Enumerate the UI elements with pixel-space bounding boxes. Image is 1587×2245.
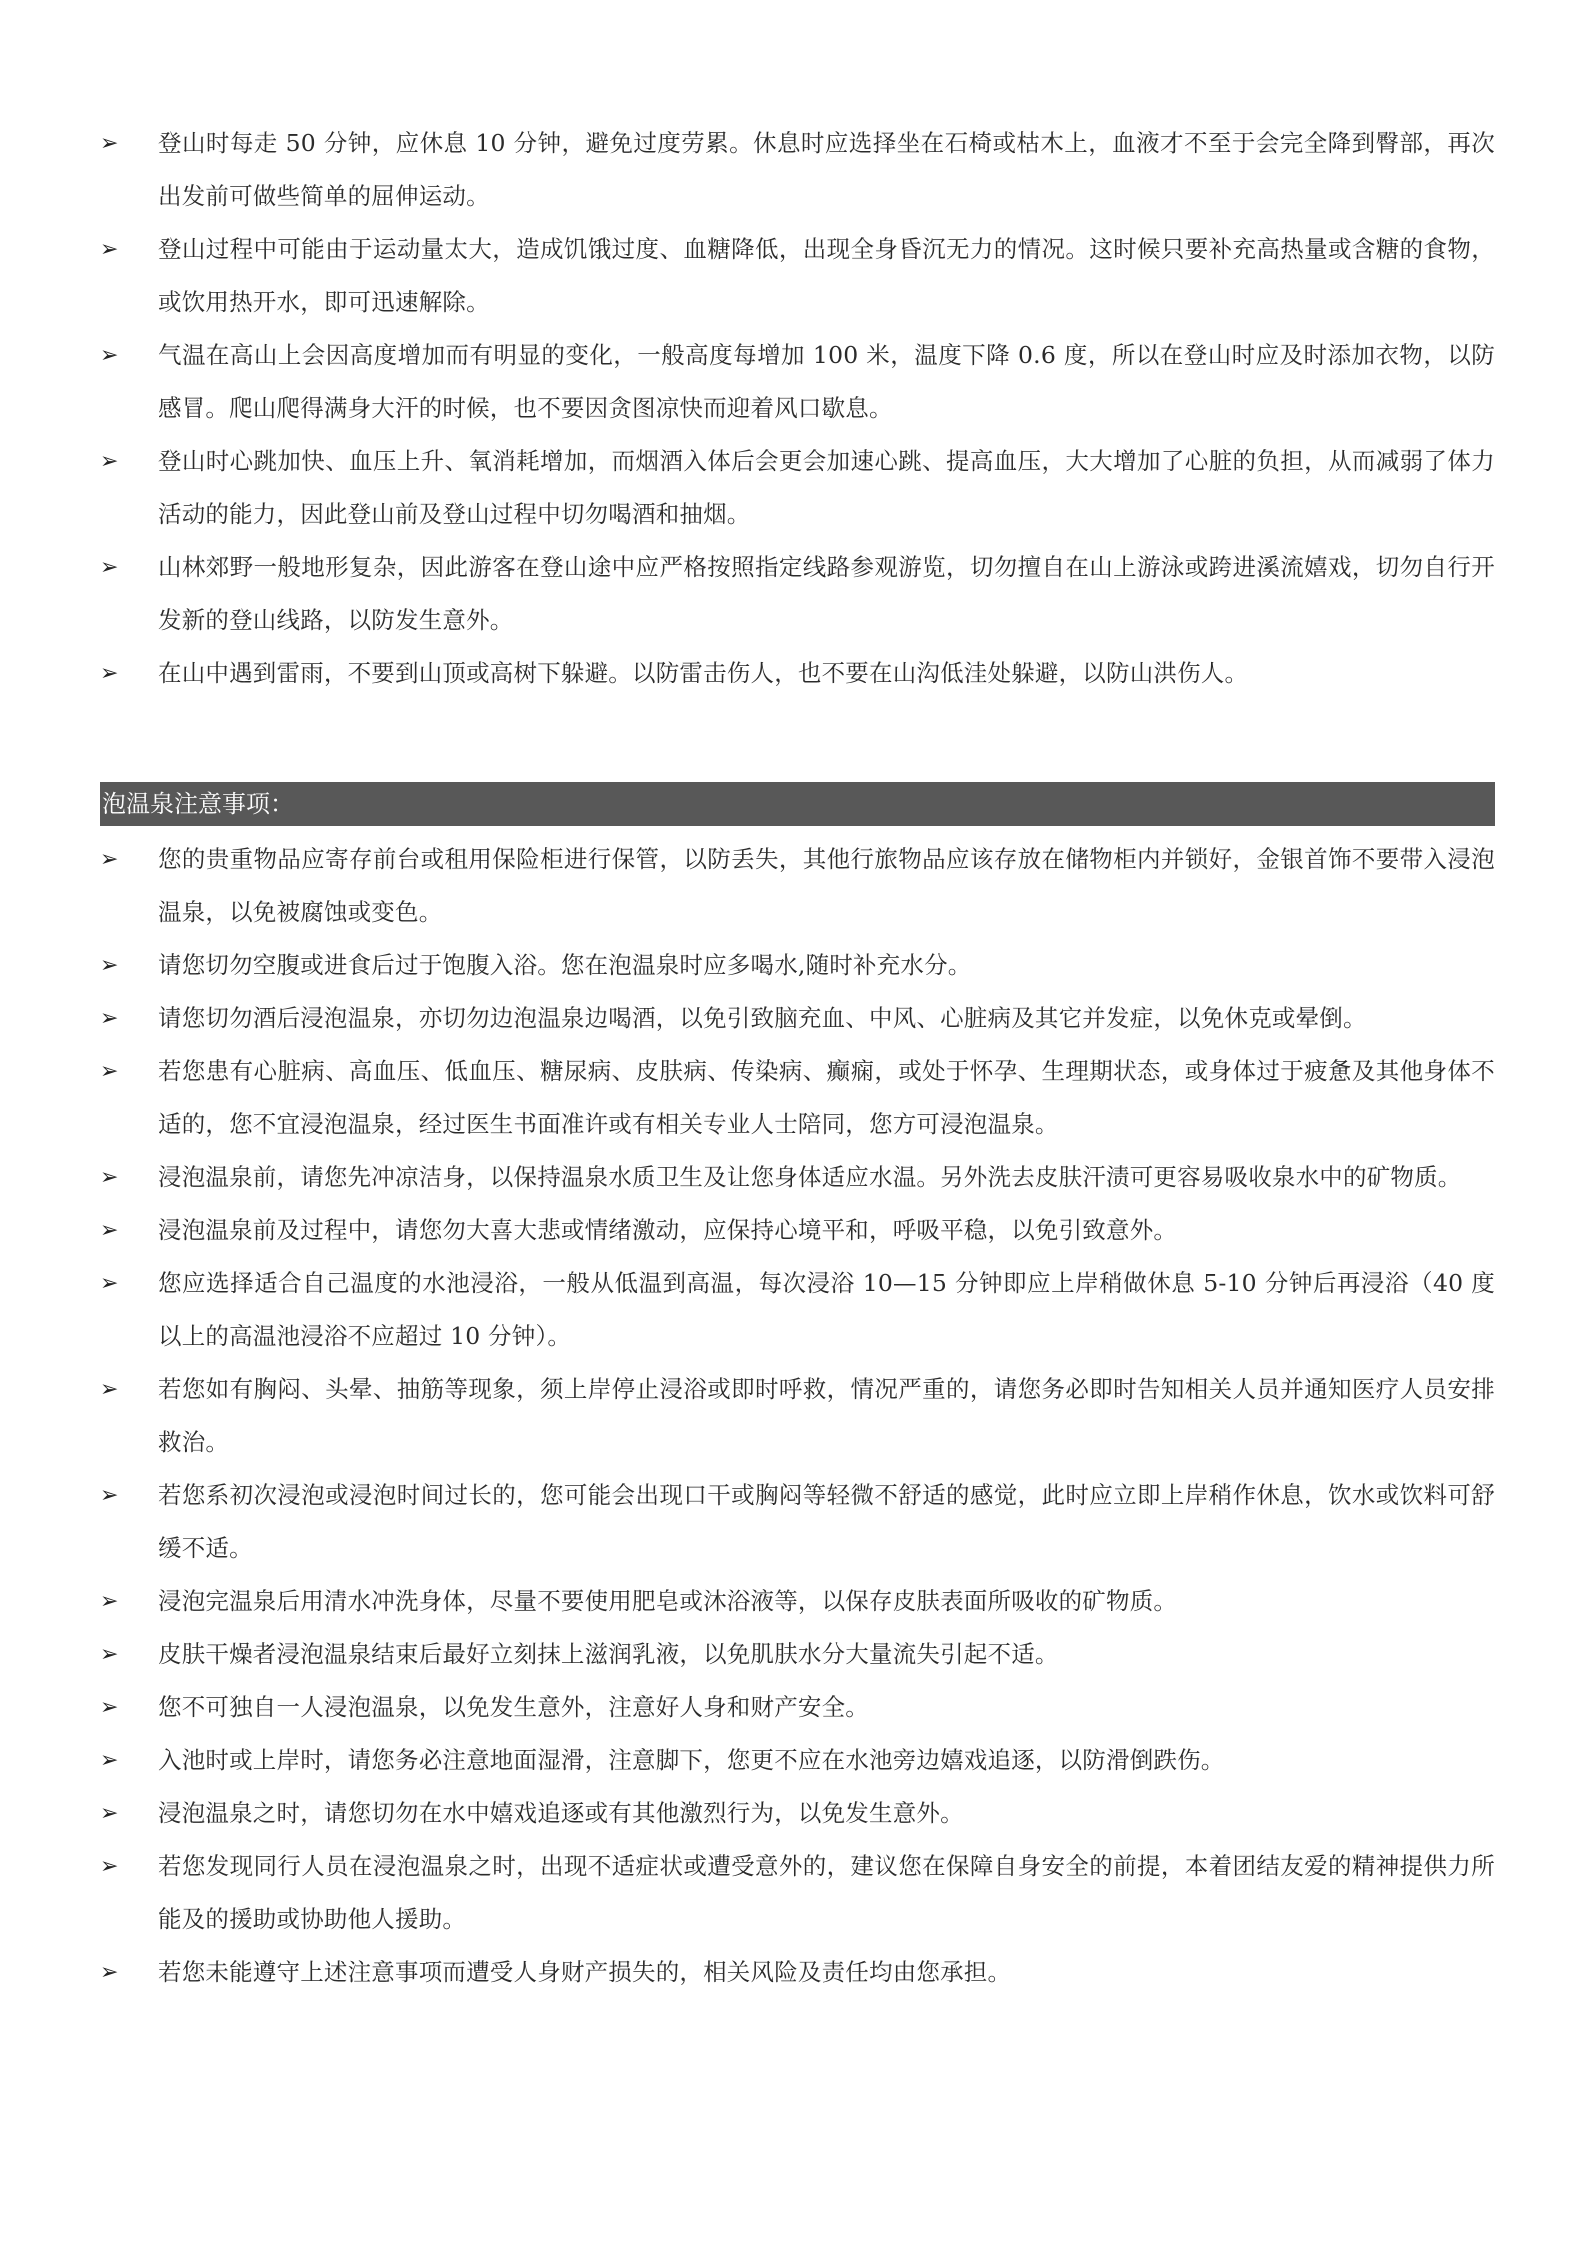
list-item-text: 浸泡温泉前及过程中，请您勿大喜大悲或情绪激动，应保持心境平和，呼吸平稳，以免引致意外。 <box>158 1216 1178 1244</box>
list-item <box>100 1840 1495 1946</box>
list-item-text: 浸泡温泉之时，请您切勿在水中嬉戏追逐或有其他激烈行为，以免发生意外。 <box>158 1799 964 1827</box>
arrow-bullet-icon: ➢ <box>100 1006 119 1031</box>
arrow-bullet-icon: ➢ <box>100 1165 119 1190</box>
list-item-text: 若您发现同行人员在浸泡温泉之时，出现不适症状或遭受意外的，建议您在保障自身安全的前提，本着团结友爱的精神提供力所能及的援助或协助他人援助。 <box>158 1852 1495 1933</box>
list-item <box>100 1151 1495 1204</box>
list-item <box>100 1575 1495 1628</box>
list-item <box>100 1946 1495 1999</box>
arrow-bullet-icon: ➢ <box>100 449 119 474</box>
arrow-bullet-icon: ➢ <box>100 661 119 686</box>
list-item <box>100 939 1495 992</box>
list-item-text: 若您系初次浸泡或浸泡时间过长的，您可能会出现口干或胸闷等轻微不舒适的感觉，此时应立即上岸稍作休息，饮水或饮料可舒缓不适。 <box>158 1481 1495 1562</box>
arrow-bullet-icon: ➢ <box>100 1695 119 1720</box>
arrow-bullet-icon: ➢ <box>100 1589 119 1614</box>
list-item-text: 请您切勿空腹或进食后过于饱腹入浴。您在泡温泉时应多喝水,随时补充水分。 <box>158 951 972 979</box>
list-item-text: 入池时或上岸时，请您务必注意地面湿滑，注意脚下，您更不应在水池旁边嬉戏追逐，以防滑倒跌伤。 <box>158 1746 1225 1774</box>
list-item-text: 若您患有心脏病、高血压、低血压、糖尿病、皮肤病、传染病、癫痫，或处于怀孕、生理期状态，或身体过于疲惫及其他身体不适的，您不宜浸泡温泉，经过医生书面准许或有相关专业人士陪同，您方可浸泡温泉。 <box>158 1057 1495 1138</box>
list-item-text: 请您切勿酒后浸泡温泉，亦切勿边泡温泉边喝酒，以免引致脑充血、中风、心脏病及其它并发症，以免休克或晕倒。 <box>158 1004 1367 1032</box>
arrow-bullet-icon: ➢ <box>100 1059 119 1084</box>
list-item <box>100 223 1495 329</box>
arrow-bullet-icon: ➢ <box>100 555 119 580</box>
list-item <box>100 1363 1495 1469</box>
list-item <box>100 435 1495 541</box>
arrow-bullet-icon: ➢ <box>100 343 119 368</box>
list-item-text: 登山过程中可能由于运动量太大，造成饥饿过度、血糖降低，出现全身昏沉无力的情况。这时候只要补充高热量或含糖的食物，或饮用热开水，即可迅速解除。 <box>158 235 1495 316</box>
hotspring-tips-list <box>100 833 1495 1999</box>
list-item <box>100 1681 1495 1734</box>
list-item <box>100 1045 1495 1151</box>
list-item <box>100 1204 1495 1257</box>
arrow-bullet-icon: ➢ <box>100 1377 119 1402</box>
list-item <box>100 1469 1495 1575</box>
list-item-text: 浸泡温泉前，请您先冲凉洁身，以保持温泉水质卫生及让您身体适应水温。另外洗去皮肤汗渍可更容易吸收泉水中的矿物质。 <box>158 1163 1462 1191</box>
list-item <box>100 1787 1495 1840</box>
arrow-bullet-icon: ➢ <box>100 1801 119 1826</box>
arrow-bullet-icon: ➢ <box>100 1642 119 1667</box>
list-item-text: 登山时每走 50 分钟，应休息 10 分钟，避免过度劳累。休息时应选择坐在石椅或枯木上，血液才不至于会完全降到臀部，再次出发前可做些简单的屈伸运动。 <box>158 129 1495 210</box>
list-item-text: 气温在高山上会因高度增加而有明显的变化，一般高度每增加 100 米，温度下降 0.6 度，所以在登山时应及时添加衣物，以防感冒。爬山爬得满身大汗的时候，也不要因贪图凉快而迎着风口歇息。 <box>158 341 1495 422</box>
list-item <box>100 833 1495 939</box>
list-item <box>100 1257 1495 1363</box>
arrow-bullet-icon: ➢ <box>100 131 119 156</box>
arrow-bullet-icon: ➢ <box>100 1854 119 1879</box>
list-item-text: 皮肤干燥者浸泡温泉结束后最好立刻抹上滋润乳液，以免肌肤水分大量流失引起不适。 <box>158 1640 1059 1668</box>
arrow-bullet-icon: ➢ <box>100 1271 119 1296</box>
list-item <box>100 117 1495 223</box>
arrow-bullet-icon: ➢ <box>100 847 119 872</box>
list-item <box>100 1734 1495 1787</box>
list-item-text: 若您如有胸闷、头晕、抽筋等现象，须上岸停止浸浴或即时呼救，情况严重的，请您务必即时告知相关人员并通知医疗人员安排救治。 <box>158 1375 1495 1456</box>
arrow-bullet-icon: ➢ <box>100 1748 119 1773</box>
arrow-bullet-icon: ➢ <box>100 237 119 262</box>
list-item-text: 在山中遇到雷雨，不要到山顶或高树下躲避。以防雷击伤人，也不要在山沟低洼处躲避，以防山洪伤人。 <box>158 659 1249 687</box>
list-item-text: 您不可独自一人浸泡温泉，以免发生意外，注意好人身和财产安全。 <box>158 1693 869 1721</box>
section-title-hotspring: 泡温泉注意事项： <box>100 782 1495 826</box>
arrow-bullet-icon: ➢ <box>100 1483 119 1508</box>
list-item <box>100 647 1495 700</box>
arrow-bullet-icon: ➢ <box>100 1960 119 1985</box>
list-item-text: 山林郊野一般地形复杂，因此游客在登山途中应严格按照指定线路参观游览，切勿擅自在山上游泳或跨进溪流嬉戏，切勿自行开发新的登山线路，以防发生意外。 <box>158 553 1495 634</box>
list-item <box>100 541 1495 647</box>
arrow-bullet-icon: ➢ <box>100 953 119 978</box>
list-item-text: 浸泡完温泉后用清水冲洗身体，尽量不要使用肥皂或沐浴液等，以保存皮肤表面所吸收的矿物质。 <box>158 1587 1178 1615</box>
list-item <box>100 992 1495 1045</box>
list-item <box>100 1628 1495 1681</box>
list-item-text: 登山时心跳加快、血压上升、氧消耗增加，而烟酒入体后会更会加速心跳、提高血压，大大增加了心脏的负担，从而减弱了体力活动的能力，因此登山前及登山过程中切勿喝酒和抽烟。 <box>158 447 1495 528</box>
list-item <box>100 329 1495 435</box>
list-item-text: 您应选择适合自己温度的水池浸浴，一般从低温到高温，每次浸浴 10—15 分钟即应上岸稍做休息 5-10 分钟后再浸浴（40 度以上的高温池浸浴不应超过 10 分钟）。 <box>158 1269 1495 1350</box>
list-item-text: 您的贵重物品应寄存前台或租用保险柜进行保管，以防丢失，其他行旅物品应该存放在储物柜内并锁好，金银首饰不要带入浸泡温泉，以免被腐蚀或变色。 <box>158 845 1495 926</box>
arrow-bullet-icon: ➢ <box>100 1218 119 1243</box>
climbing-tips-list <box>100 117 1495 700</box>
list-item-text: 若您未能遵守上述注意事项而遭受人身财产损失的，相关风险及责任均由您承担。 <box>158 1958 1012 1986</box>
